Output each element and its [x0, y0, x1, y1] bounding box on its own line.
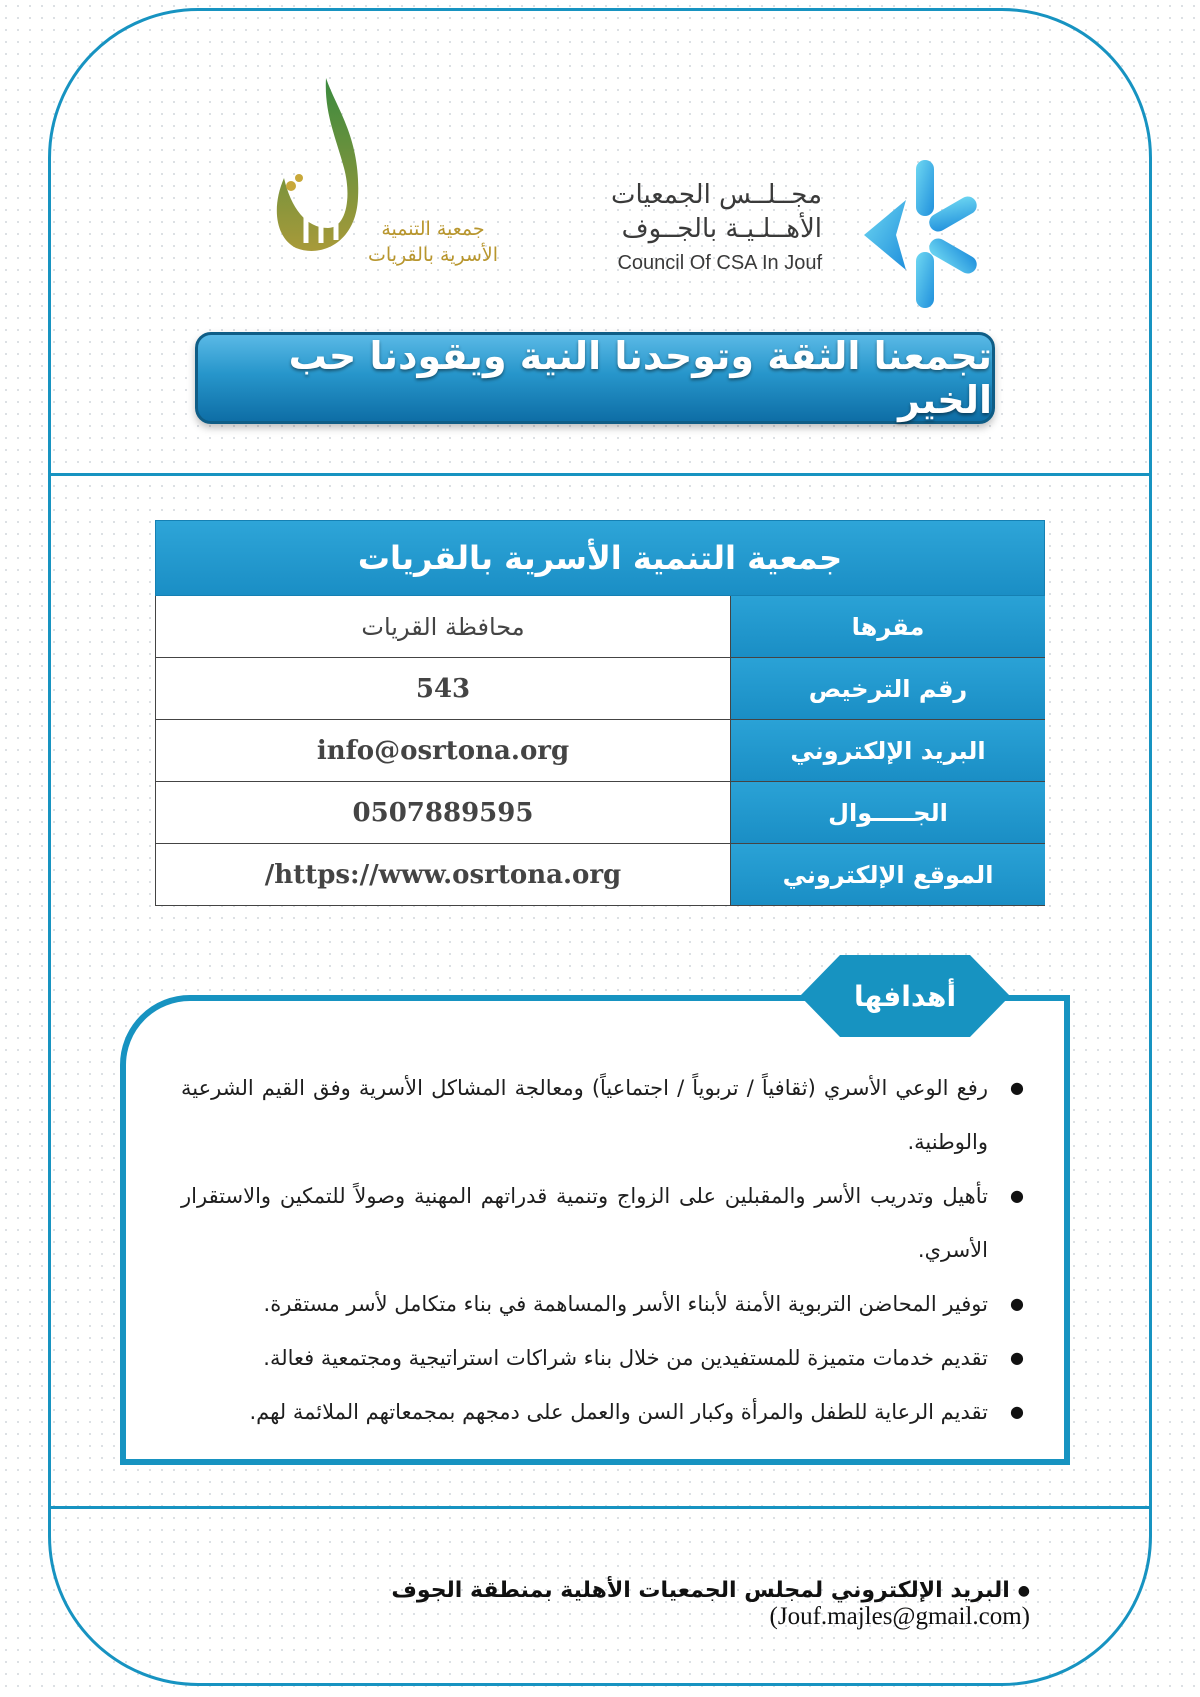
website-label-cell [731, 844, 1045, 905]
footer-label: البريد الإلكتروني لمجلس الجمعيات الأهلية بمنطقة الجوف [391, 1578, 1010, 1603]
mobile-label-cell [731, 782, 1045, 843]
goals-heading-tag [800, 955, 1010, 1037]
association-logo-line2: الأسرية بالقريات [368, 244, 498, 266]
headquarters-label-cell [731, 596, 1045, 657]
info-row-website [155, 844, 1045, 906]
info-row-headquarters [155, 596, 1045, 658]
email-value[interactable]: info@osrtona.org [155, 720, 731, 781]
council-name-en: Council Of CSA In Jouf [617, 252, 822, 274]
mobile-label: الجـــــوال [828, 798, 948, 827]
council-emblem-icon [844, 160, 994, 310]
association-info-table [155, 520, 1045, 906]
goals-box [120, 995, 1070, 1465]
info-row-email [155, 720, 1045, 782]
mobile-value: 0507889595 [155, 782, 731, 843]
header-divider [51, 473, 1149, 476]
license-label-cell [731, 658, 1045, 719]
association-logo-line1: جمعية التنمية [381, 218, 485, 240]
email-label-cell [731, 720, 1045, 781]
footer-bullet-icon: ● [1017, 1583, 1030, 1599]
goal-item: ● رفع الوعي الأسري (ثقافياً / تربوياً / اجتماعياً) ومعالجة المشاكل الأسرية وفق القيم الشرعية والوطنية. [181, 1061, 1024, 1169]
info-table-title-text: جمعية التنمية الأسرية بالقريات [357, 539, 843, 577]
headquarters-label: مقرها [851, 612, 925, 641]
footer-divider [51, 1506, 1149, 1509]
license-label: رقم الترخيص [808, 674, 968, 703]
headquarters-value: محافظة القريات [155, 596, 731, 657]
footer-email[interactable]: (Jouf.majles@gmail.com) [769, 1603, 1030, 1630]
goals-list [181, 1061, 1024, 1439]
website-label: الموقع الإلكتروني [782, 860, 994, 889]
slogan-banner [195, 332, 995, 424]
info-row-mobile [155, 782, 1045, 844]
email-label: البريد الإلكتروني [790, 736, 986, 765]
council-name-ar-line2: الأهــلـيـة بالجــوف [621, 214, 822, 244]
association-logo [258, 68, 508, 288]
info-table-title [155, 520, 1045, 596]
goal-item: ● تقديم الرعاية للطفل والمرأة وكبار السن والعمل على دمجهم بمجمعاتهم الملائمة لهم. [181, 1385, 1024, 1439]
license-number-value: 543 [155, 658, 731, 719]
goal-item: ● تقديم خدمات متميزة للمستفيدين من خلال بناء شراكات استراتيجية ومجتمعية فعالة. [181, 1331, 1024, 1385]
council-name-ar-line1: مجــلــس الجمعيات [611, 180, 822, 210]
council-logo [582, 160, 1002, 310]
slogan-text: تجمعنا الثقة وتوحدنا النية ويقودنا حب الخير [288, 334, 992, 422]
goals-heading: أهدافها [853, 979, 957, 1013]
website-value[interactable]: https://www.osrtona.org/ [155, 844, 731, 905]
footer-contact [150, 1578, 1030, 1631]
goal-item: ● تأهيل وتدريب الأسر والمقبلين على الزواج وتنمية قدراتهم المهنية وصولاً للتمكين والاستقرار الأسري. [181, 1169, 1024, 1277]
info-row-license [155, 658, 1045, 720]
goal-item: ● توفير المحاضن التربوية الأمنة لأبناء الأسر والمساهمة في بناء متكامل لأسر مستقرة. [181, 1277, 1024, 1331]
